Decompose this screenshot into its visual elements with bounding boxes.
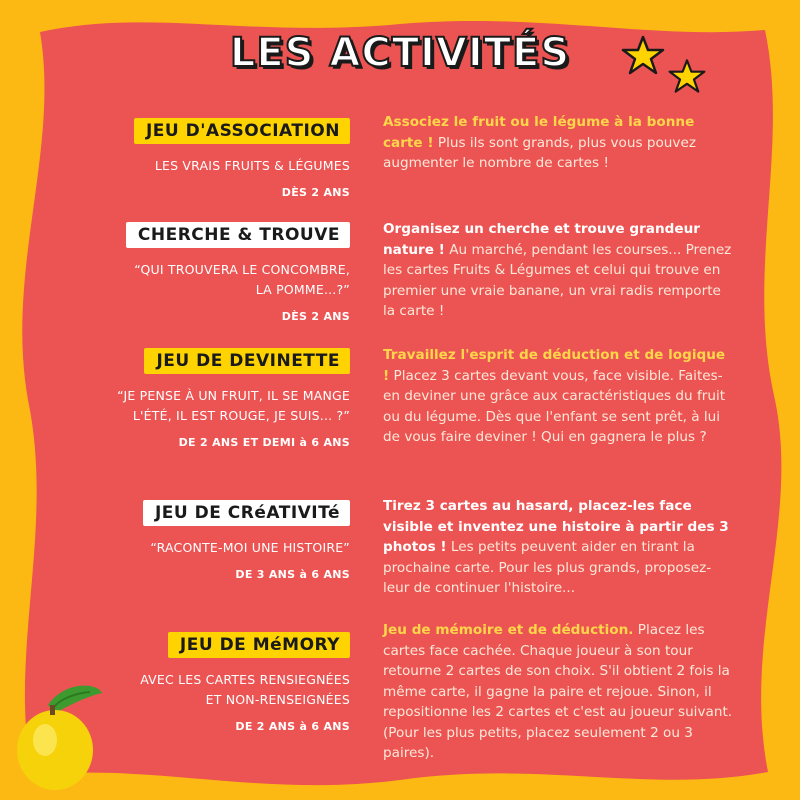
subtitle-line: “QUI TROUVERA LE CONCOMBRE, (134, 262, 350, 277)
description-text: Les petits peuvent aider en tirant la prochaine carte. Pour les plus grands, proposez-leur de continuer l'histoire... (383, 539, 712, 596)
description-highlight: Organisez un cherche et trouve grandeur nature ! (383, 221, 700, 258)
activity-1-description (383, 112, 735, 174)
activity-2-label (20, 222, 350, 323)
activity-subtitle (20, 670, 350, 710)
description-highlight: Tirez 3 cartes au hasard, placez-les face visible et inventez une histoire à partir des 3 photos ! (383, 498, 729, 555)
description-text: Plus ils sont grands, plus vous pouvez augmenter le nombre de cartes ! (383, 134, 696, 171)
activity-age: DÈS 2 ANS (281, 186, 350, 199)
activity-age: DÈS 2 ANS (281, 310, 350, 323)
activity-age: DE 2 ANS à 6 ANS (235, 720, 350, 733)
subtitle-line: “RACONTE-MOI UNE HISTOIRE” (150, 540, 350, 555)
activity-4-label (20, 500, 350, 581)
description-highlight: Travaillez l'esprit de déduction et de logique ! (383, 347, 726, 384)
activity-subtitle (20, 260, 350, 300)
activity-tag: JEU DE CRéATIVITé (143, 500, 350, 526)
subtitle-line: “JE PENSE À UN FRUIT, IL SE MANGE (117, 388, 350, 403)
star-icon (620, 35, 666, 75)
subtitle-line: LES VRAIS FRUITS & LÉGUMES (154, 158, 350, 173)
activity-age: DE 2 ANS ET DEMI à 6 ANS (178, 436, 350, 449)
activity-subtitle (20, 156, 350, 176)
star-icon (667, 58, 707, 94)
activity-5-label (20, 632, 350, 733)
activity-1-label (20, 118, 350, 199)
subtitle-line: LA POMME...?” (255, 282, 350, 297)
activity-3-label (20, 348, 350, 449)
activity-3-description (383, 345, 735, 448)
description-highlight: Associez le fruit ou le légume à la bonne carte ! (383, 114, 695, 151)
activity-age: DE 3 ANS à 6 ANS (235, 568, 350, 581)
description-text: Placez 3 cartes devant vous, face visible. Faites-en deviner une grâce aux caractéristiques du fruit ou du légume. Dès que l'enfant se sent prêt, à lui de vous faire deviner ! Qui en gagnera le plus ? (383, 367, 726, 445)
subtitle-line: L'ÉTÉ, IL EST ROUGE, JE SUIS... ?” (132, 408, 350, 423)
activity-tag: JEU D'ASSOCIATION (134, 118, 350, 144)
activity-tag: JEU DE DEVINETTE (144, 348, 350, 374)
page-title: LES ACTIVITÉS (229, 30, 571, 76)
activity-5-description (383, 620, 735, 764)
subtitle-line: ET NON-RENSEIGNÉES (205, 692, 350, 707)
activity-tag: JEU DE MéMORY (168, 632, 350, 658)
description-text: Placez les cartes face cachée. Chaque joueur à son tour retourne 2 cartes de son choix. S'il obtient 2 fois la même carte, il gagne la paire et rejoue. Sinon, il repositionne les 2 cartes et c'est au joueur suivant. (Pour les plus petits, placez seulement 2 ou 3 paires). (383, 622, 733, 761)
description-highlight: Jeu de mémoire et de déduction. (383, 622, 634, 638)
activity-subtitle (20, 386, 350, 426)
subtitle-line: AVEC LES CARTES RENSIEGNÉES (140, 672, 350, 687)
activity-4-description (383, 496, 735, 599)
activity-2-description (383, 219, 735, 322)
description-text: Au marché, pendant les courses... Prenez les cartes Fruits & Légumes et celui qui trouve en premier une vraie banane, un vrai radis remporte la carte ! (383, 241, 732, 319)
activity-subtitle (20, 538, 350, 558)
activity-tag: CHERCHE & TROUVE (126, 222, 350, 248)
